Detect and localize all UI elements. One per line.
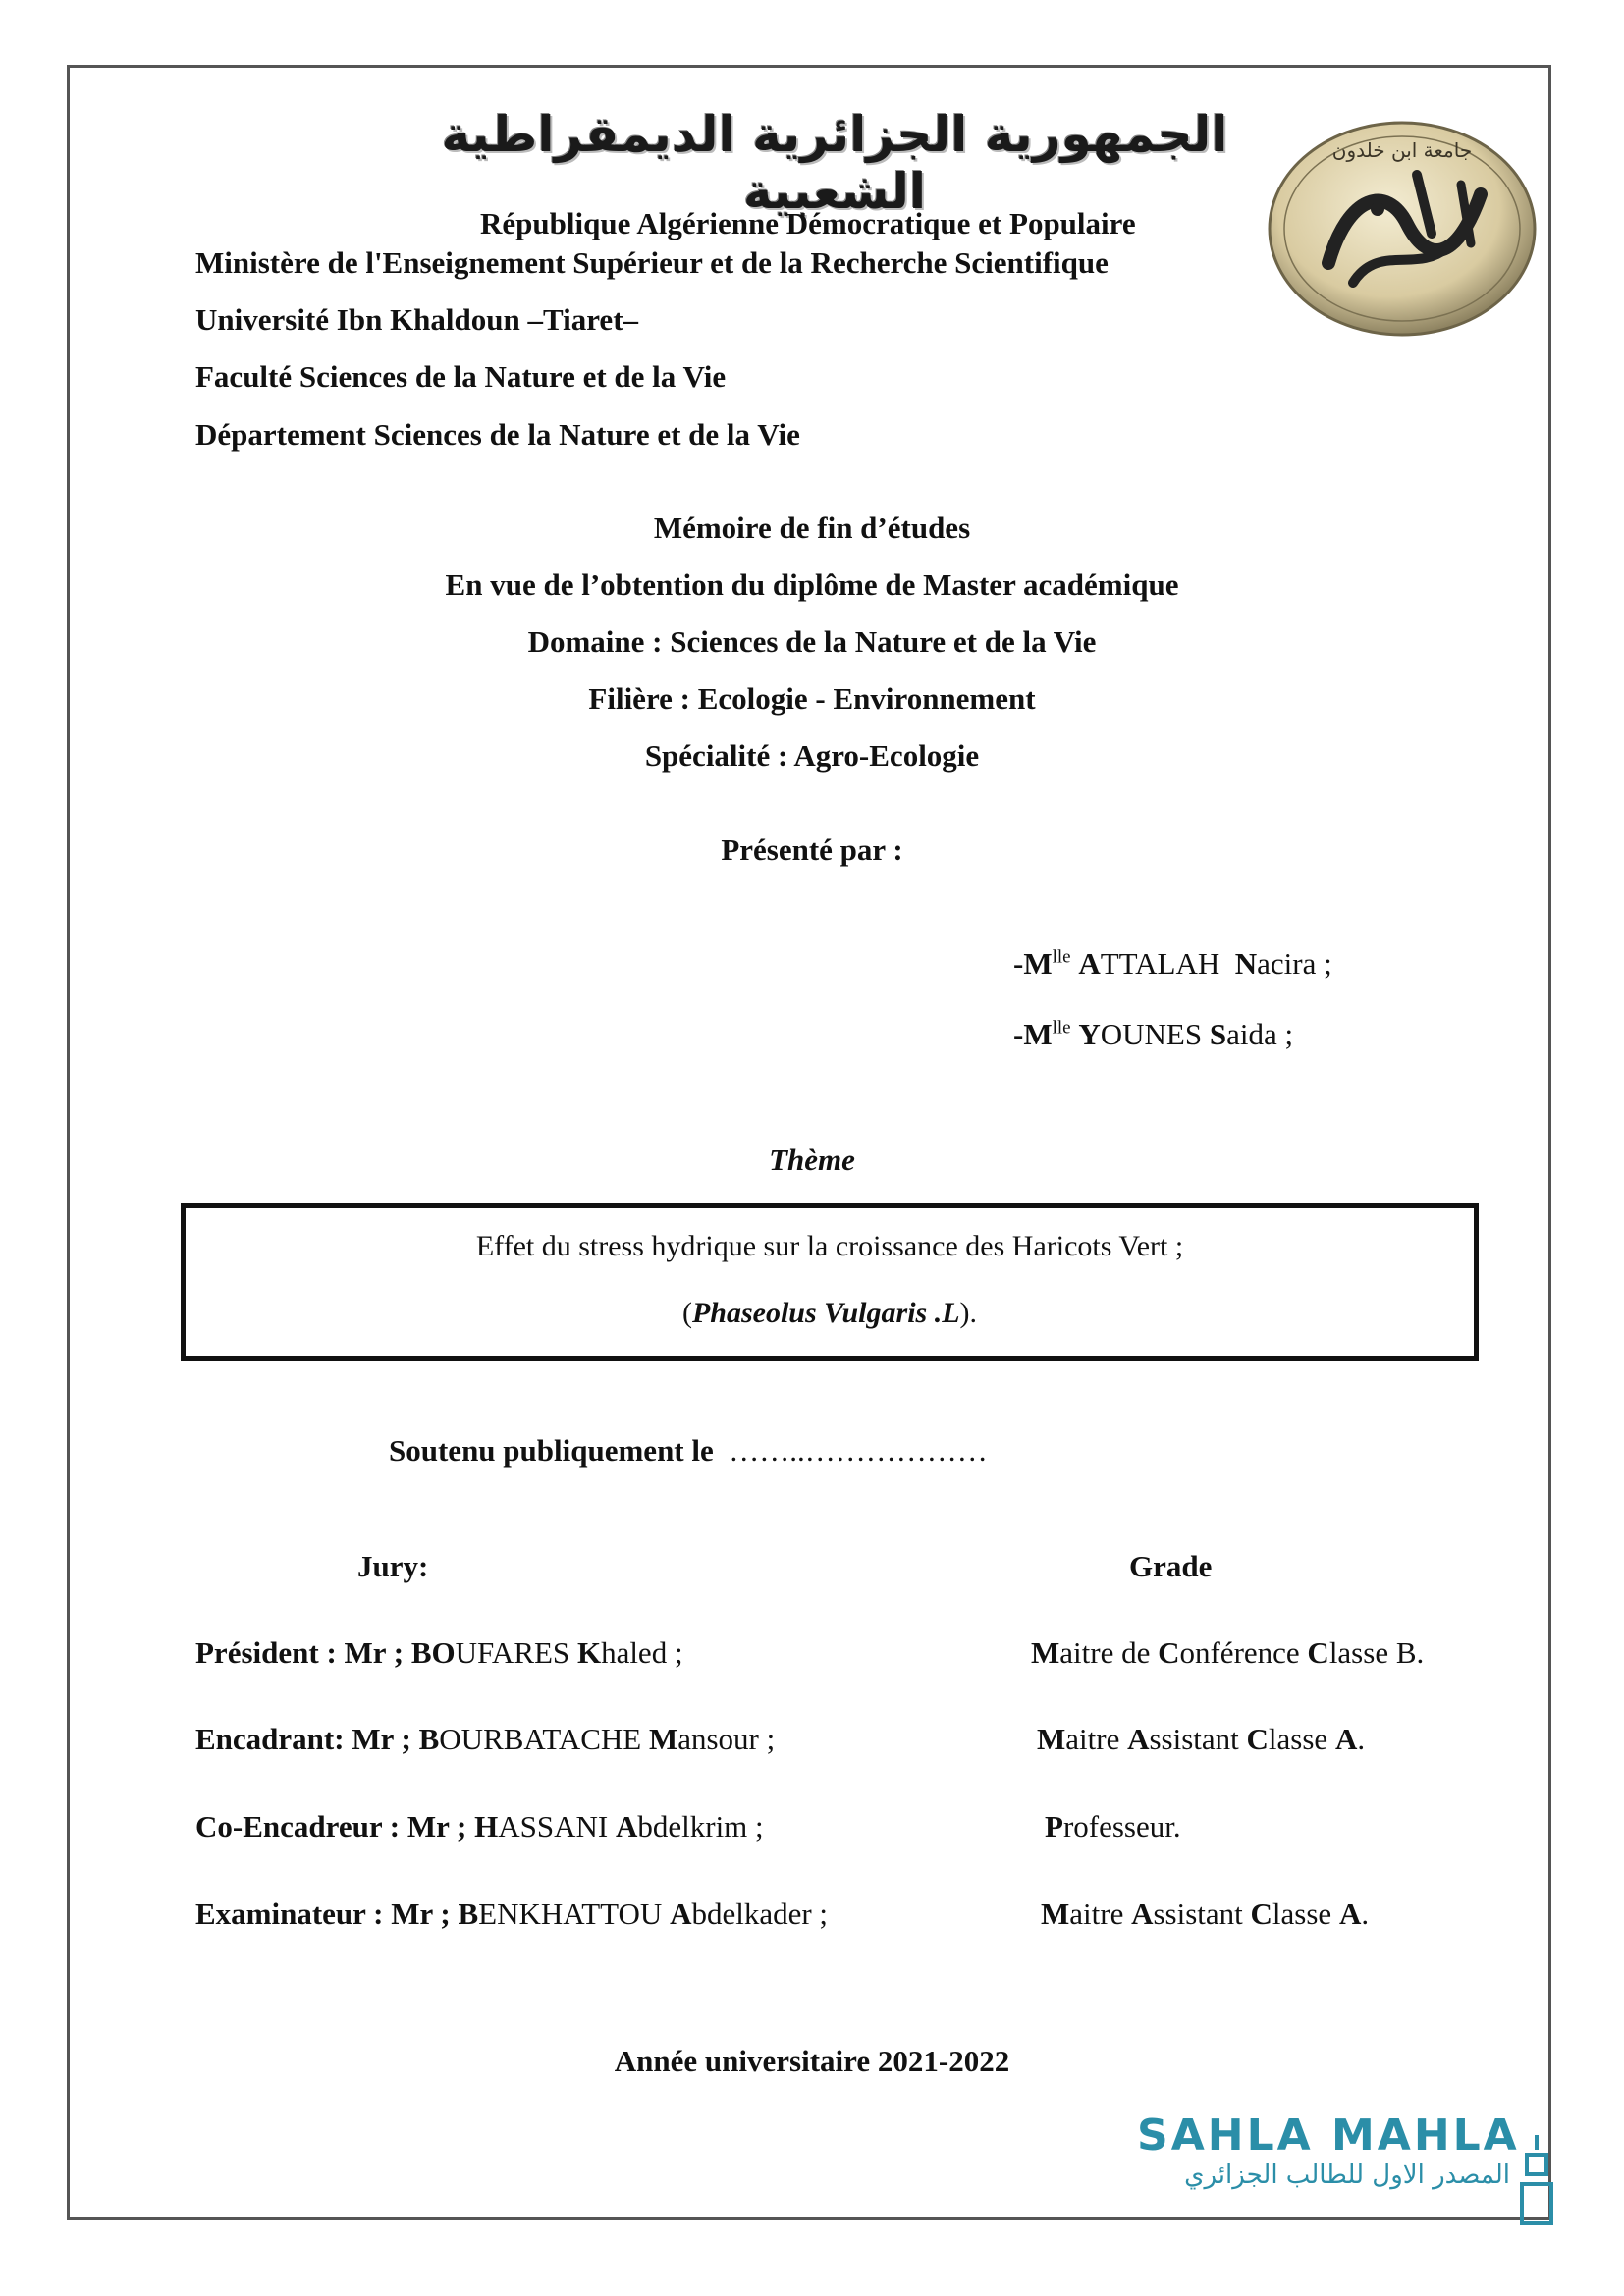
jury-header: Jury: bbox=[357, 1549, 429, 1583]
jury-member-row: Président : Mr ; BOUFARES Khaled ; bbox=[195, 1635, 683, 1670]
theme-title: Effet du stress hydrique sur la croissance des Haricots Vert ; bbox=[475, 1230, 1184, 1262]
student-2: $-M^{lle}$ YOUNES Saida ; bbox=[1013, 1017, 1294, 1051]
faculty-line: Faculté Sciences de la Nature et de la Vie bbox=[195, 359, 727, 394]
theme-box bbox=[181, 1203, 1479, 1361]
soutenu-line: Soutenu publiquement le ……..……………… bbox=[389, 1433, 988, 1468]
university-line: Université Ibn Khaldoun –Tiaret– bbox=[195, 302, 639, 337]
arabic-republic-title: الجمهورية الجزائرية الديمقراطية الشعبية bbox=[441, 106, 1228, 220]
sahla-mahla-watermark bbox=[1137, 2110, 1520, 2190]
jury-member-row: Co-Encadreur : Mr ; HASSANI Abdelkrim ; bbox=[195, 1809, 764, 1843]
logo-text: جامعة ابن خلدون bbox=[1331, 138, 1473, 162]
watermark-subtitle: المصدر الاول للطالب الجزائري bbox=[1184, 2161, 1510, 2190]
jury-grade: Maitre Assistant Classe A. bbox=[1037, 1722, 1366, 1756]
academic-year: Année universitaire 2021-2022 bbox=[614, 2044, 1010, 2078]
jury-grade: Maitre de Conférence Classe B. bbox=[1031, 1635, 1425, 1670]
jury-role: Examinateur : Mr ; bbox=[195, 1896, 451, 1931]
jury-member-row: Encadrant: Mr ; BOURBATACHE Mansour ; bbox=[195, 1722, 776, 1756]
ministry-line: Ministère de l'Enseignement Supérieur et de la Recherche Scientifique bbox=[195, 245, 1109, 280]
theme-species: (Phaseolus Vulgaris .L). bbox=[681, 1297, 978, 1329]
presented-by-label: Présenté par : bbox=[721, 832, 903, 867]
jury-grade: Maitre Assistant Classe A. bbox=[1041, 1896, 1370, 1931]
student-1: $-M^{lle}$ ATTALAH Nacira ; bbox=[1013, 946, 1332, 981]
grade-header: Grade bbox=[1129, 1549, 1213, 1583]
memoire-specialite: Spécialité : Agro-Ecologie bbox=[644, 738, 980, 773]
jury-role: Président : Mr ; bbox=[195, 1635, 405, 1670]
memoire-title: Mémoire de fin d’études bbox=[653, 510, 971, 545]
watermark-emblem-icon bbox=[1517, 2130, 1556, 2238]
memoire-diploma: En vue de l’obtention du diplôme de Master académique bbox=[445, 567, 1179, 602]
theme-label: Thème bbox=[769, 1143, 855, 1177]
republic-line: République Algérienne Démocratique et Populaire bbox=[480, 206, 1136, 240]
jury-grade: Professeur. bbox=[1045, 1809, 1181, 1843]
watermark-title: SAHLA MAHLA bbox=[1137, 2110, 1520, 2161]
university-logo bbox=[1260, 116, 1544, 342]
jury-role: Encadrant: Mr ; bbox=[195, 1722, 411, 1756]
department-line: Département Sciences de la Nature et de la Vie bbox=[195, 417, 800, 452]
memoire-domaine: Domaine : Sciences de la Nature et de la Vie bbox=[527, 624, 1097, 659]
jury-role: Co-Encadreur : Mr ; bbox=[195, 1809, 467, 1843]
memoire-filiere: Filière : Ecologie - Environnement bbox=[588, 681, 1036, 716]
jury-member-row: Examinateur : Mr ; BENKHATTOU Abdelkader ; bbox=[195, 1896, 829, 1931]
